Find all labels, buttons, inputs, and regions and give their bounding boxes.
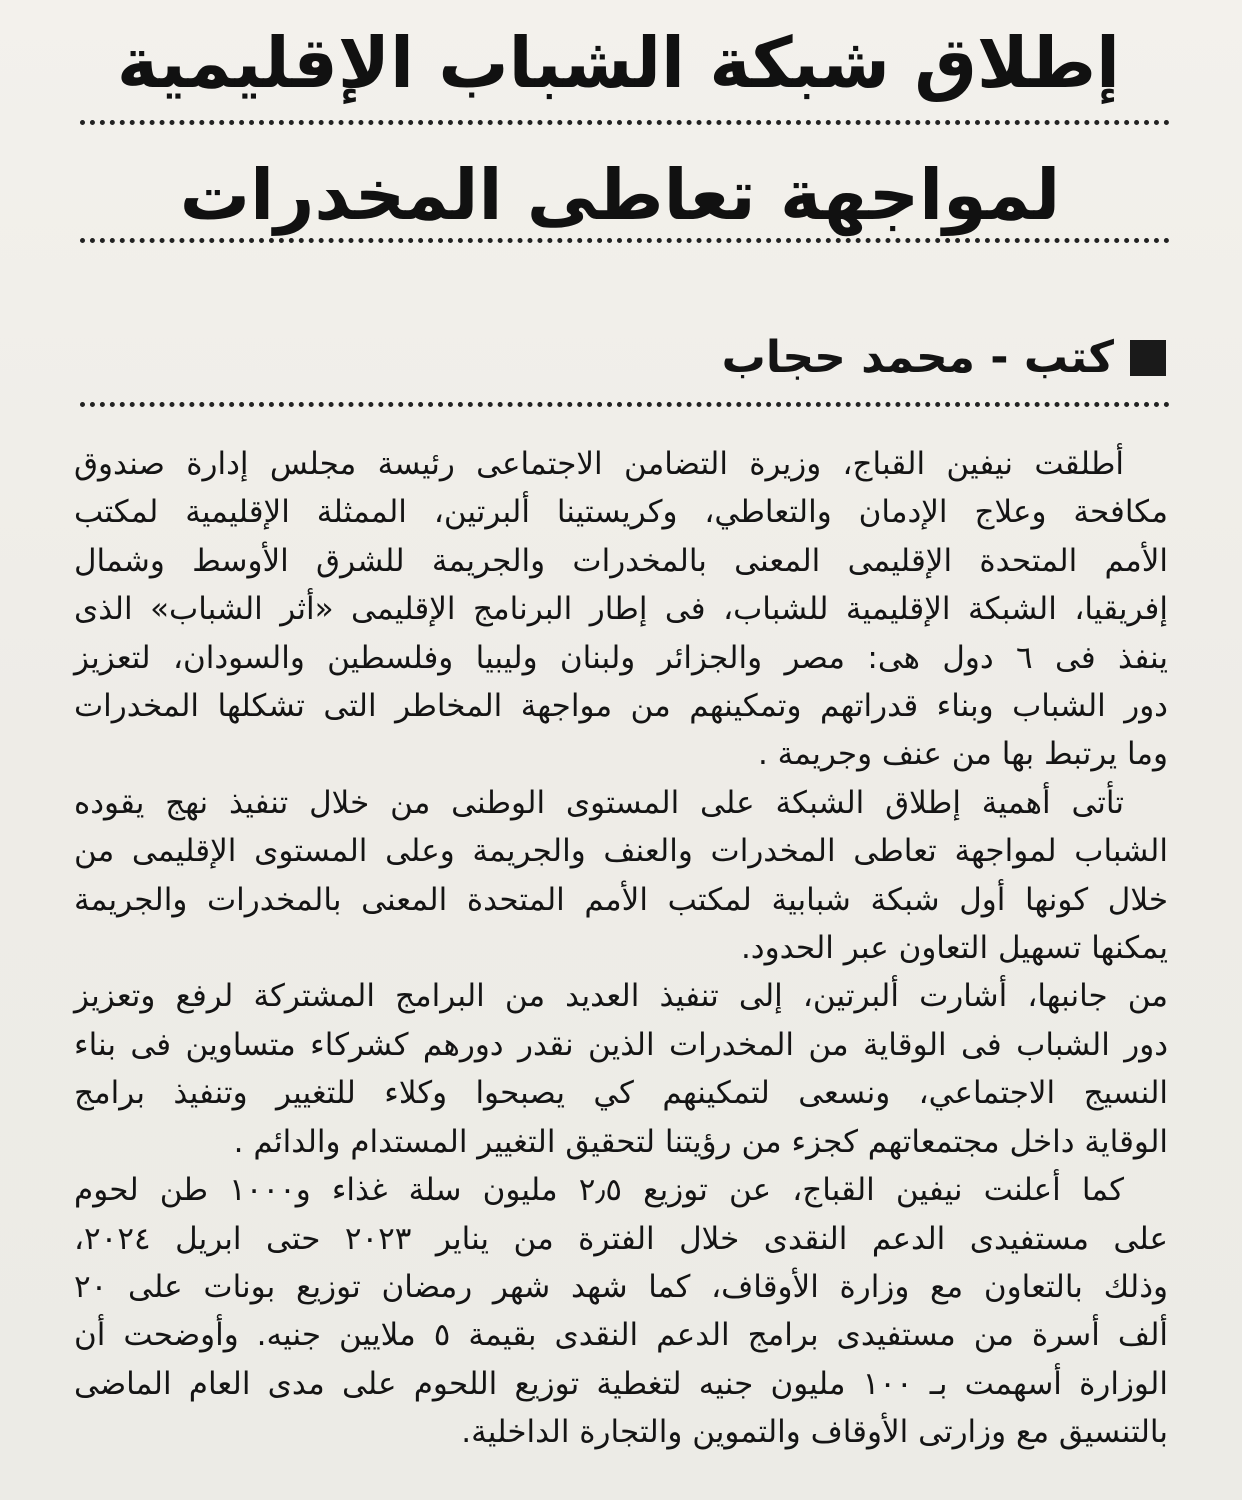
- text-line: وما يرتبط بها من عنف وجريمة .: [757, 736, 1168, 773]
- text-line: من جانبها، أشارت ألبرتين، إلى تنفيذ العديد من البرامج المشتركة لرفع وتعزيز: [74, 978, 1168, 1015]
- byline: [722, 332, 1166, 383]
- text-line: الوزارة أسهمت بـ ١٠٠ مليون جنيه لتغطية توزيع اللحوم على مدى العام الماضى: [74, 1365, 1168, 1402]
- headline-line-1: إطلاق شبكة الشباب الإقليمية: [116, 22, 1120, 104]
- dotted-divider: [80, 402, 1170, 407]
- text-line: تأتى أهمية إطلاق الشبكة على المستوى الوطنى من خلال تنفيذ نهج يقوده: [74, 784, 1124, 821]
- text-line: كما أعلنت نيفين القباج، عن توزيع ٢٫٥ مليون سلة غذاء و١٠٠٠ طن لحوم: [74, 1172, 1124, 1209]
- text-line: ينفذ فى ٦ دول هى: مصر والجزائر ولبنان وليبيا وفلسطين والسودان، لتعزيز: [74, 639, 1168, 676]
- paragraph: [74, 972, 1168, 1166]
- text-line: خلال كونها أول شبكة شبابية لمكتب الأمم المتحدة المعنى بالمخدرات والجريمة: [74, 881, 1168, 918]
- text-line: على مستفيدى الدعم النقدى خلال الفترة من يناير ٢٠٢٣ حتى ابريل ٢٠٢٤،: [74, 1220, 1168, 1257]
- headline-line-2: لمواجهة تعاطى المخدرات: [179, 154, 1061, 236]
- text-line: الوقاية داخل مجتمعاتهم كجزء من رؤيتنا لتحقيق التغيير المستدام والدائم .: [233, 1123, 1168, 1160]
- text-line: إفريقيا، الشبكة الإقليمية للشباب، فى إطار البرنامج الإقليمى «أثر الشباب» الذى: [74, 591, 1168, 628]
- text-line: أطلقت نيفين القباج، وزيرة التضامن الاجتماعى رئيسة مجلس إدارة صندوق: [74, 446, 1124, 482]
- text-line: دور الشباب وبناء قدراتهم وتمكينهم من مواجهة المخاطر التى تشكلها المخدرات: [74, 688, 1168, 725]
- text-line: الأمم المتحدة الإقليمى المعنى بالمخدرات والجريمة للشرق الأوسط وشمال: [74, 542, 1168, 579]
- text-line: مكافحة وعلاج الإدمان والتعاطي، وكريستينا ألبرتين، الممثلة الإقليمية لمكتب: [74, 494, 1168, 531]
- text-line: ألف أسرة من مستفيدى برامج الدعم النقدى بقيمة ٥ ملايين جنيه. وأوضحت أن: [74, 1317, 1169, 1354]
- paragraph: [74, 440, 1168, 779]
- square-bullet-icon: [1130, 340, 1166, 376]
- dotted-divider: [80, 238, 1170, 243]
- text-line: النسيج الاجتماعي، ونسعى لتمكينهم كي يصبحوا وكلاء للتغيير وتنفيذ برامج: [74, 1075, 1168, 1112]
- text-line: وذلك بالتعاون مع وزارة الأوقاف، كما شهد شهر رمضان توزيع بونات على ٢٠: [74, 1268, 1168, 1305]
- paragraph: [74, 779, 1168, 973]
- byline-text: كتب - محمد حجاب: [721, 332, 1114, 383]
- text-line: بالتنسيق مع وزارتى الأوقاف والتموين والتجارة الداخلية.: [461, 1414, 1168, 1451]
- text-line: الشباب لمواجهة تعاطى المخدرات والعنف والجريمة وعلى المستوى الإقليمى من: [74, 833, 1168, 870]
- text-line: يمكنها تسهيل التعاون عبر الحدود.: [740, 930, 1168, 967]
- dotted-divider: [80, 120, 1170, 125]
- text-line: دور الشباب فى الوقاية من المخدرات الذين نقدر دورهم كشركاء متساوين فى بناء: [74, 1026, 1168, 1063]
- article-body: [74, 440, 1168, 1457]
- paragraph: [74, 1166, 1168, 1456]
